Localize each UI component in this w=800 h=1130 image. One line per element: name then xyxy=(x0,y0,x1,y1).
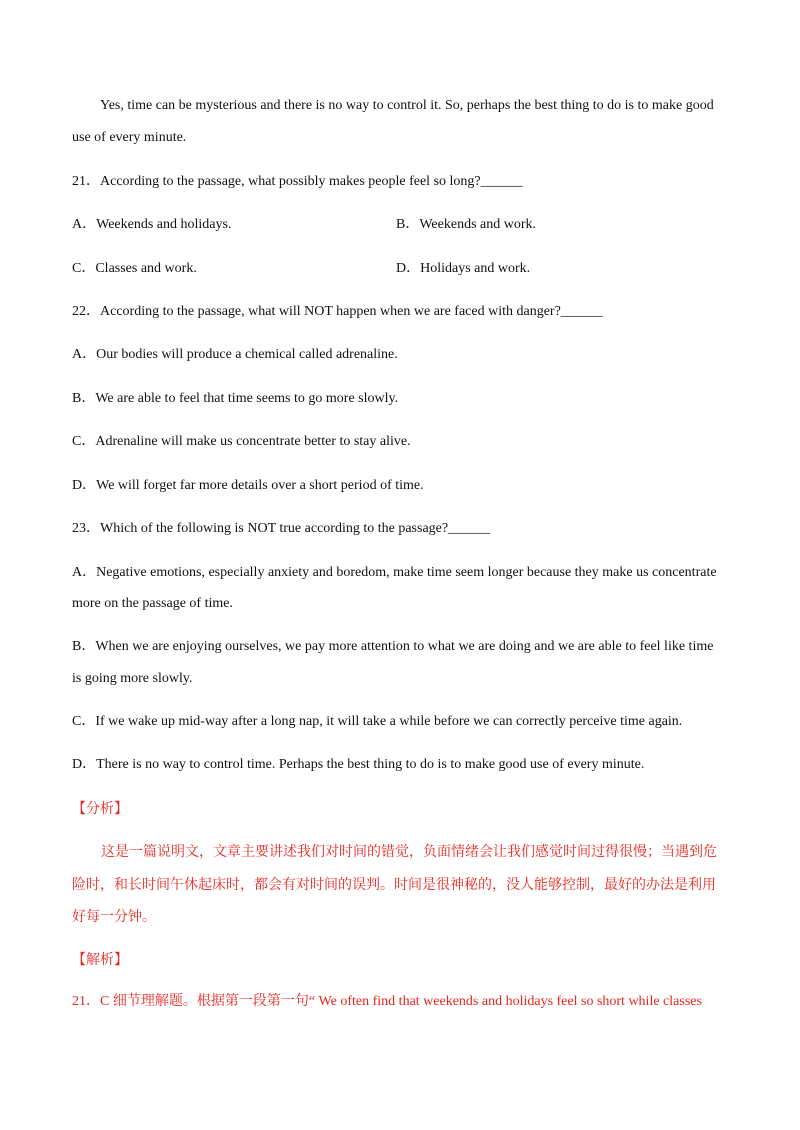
explanation-line-1: 21．C 细节理解题。根据第一段第一句“ We often find that weekends and holidays feel so short while classes xyxy=(72,994,702,1009)
question-22-option-d: D．We will forget far more details over a short period of time. xyxy=(72,478,424,493)
analysis-heading: 【分析】 xyxy=(72,801,128,817)
passage-line-2: use of every minute. xyxy=(72,130,187,145)
question-22-option-a: A．Our bodies will produce a chemical called adrenaline. xyxy=(72,347,398,362)
question-21-option-d: D．Holidays and work. xyxy=(396,261,531,276)
question-21-option-b: B．Weekends and work. xyxy=(396,217,537,232)
question-23-option-b-line-1: B．When we are enjoying ourselves, we pay more attention to what we are doing and we are able to feel like time xyxy=(72,639,714,654)
question-21-option-a: A．Weekends and holidays. xyxy=(72,217,232,232)
question-23-option-a-line-1: A．Negative emotions, especially anxiety and boredom, make time seem longer because they make us concentrate xyxy=(72,565,717,580)
analysis-line-3: 好每一分钟。 xyxy=(72,909,156,925)
analysis-line-2: 险时，和长时间午休起床时，都会有对时间的误判。时间是很神秘的，没人能够控制，最好的办法是利用 xyxy=(72,877,716,893)
question-23-option-a-line-2: more on the passage of time. xyxy=(72,596,233,611)
question-22-option-b: B．We are able to feel that time seems to go more slowly. xyxy=(72,391,399,406)
question-21-options-row-2 xyxy=(72,260,732,278)
question-22-stem: 22．According to the passage, what will NOT happen when we are faced with danger?______ xyxy=(72,304,603,319)
question-22-option-c: C．Adrenaline will make us concentrate better to stay alive. xyxy=(72,434,411,449)
question-23-option-d: D．There is no way to control time. Perhaps the best thing to do is to make good use of every minute. xyxy=(72,757,645,772)
explanation-heading: 【解析】 xyxy=(72,952,128,968)
question-23-option-c: C．If we wake up mid-way after a long nap, it will take a while before we can correctly perceive time again. xyxy=(72,714,683,729)
analysis-line-1: 这是一篇说明文，文章主要讲述我们对时间的错觉，负面情绪会让我们感觉时间过得很慢；当遇到危 xyxy=(101,844,717,860)
passage-line-1: Yes, time can be mysterious and there is no way to control it. So, perhaps the best thing to do is to make good xyxy=(100,98,714,113)
question-21-option-c: C．Classes and work. xyxy=(72,261,197,276)
question-21-stem: 21．According to the passage, what possibly makes people feel so long?______ xyxy=(72,174,523,189)
question-23-option-b-line-2: is going more slowly. xyxy=(72,671,193,686)
question-23-stem: 23．Which of the following is NOT true according to the passage?______ xyxy=(72,521,491,536)
question-21-options-row-1 xyxy=(72,216,732,234)
